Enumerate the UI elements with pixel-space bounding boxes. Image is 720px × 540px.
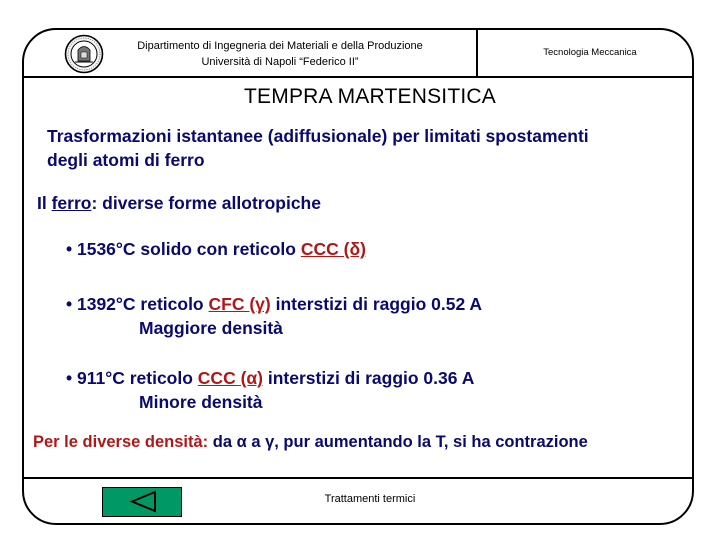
bullet-gamma-post: interstizi di raggio 0.52 A bbox=[270, 294, 483, 314]
cfc-gamma-link[interactable]: CFC (γ) bbox=[208, 294, 271, 314]
department-name: Dipartimento di Ingegneria dei Materiali e della Produzione bbox=[137, 40, 423, 52]
course-name: Tecnologia Meccanica bbox=[543, 47, 637, 58]
bullet-alpha bbox=[66, 367, 474, 389]
header-divider bbox=[24, 76, 692, 78]
conclusion-text: da α a γ, pur aumentando la T, si ha contrazione bbox=[208, 433, 588, 451]
ccc-delta-link[interactable]: CCC (δ) bbox=[300, 239, 366, 259]
ccc-alpha-link[interactable]: CCC (α) bbox=[197, 368, 263, 388]
intro-line-2: degli atomi di ferro bbox=[47, 150, 205, 170]
iron-prefix: Il bbox=[37, 193, 52, 213]
bullet-alpha-post: interstizi di raggio 0.36 A bbox=[263, 368, 475, 388]
conclusion bbox=[33, 431, 588, 453]
bullet-alpha-text: • 911°C reticolo bbox=[66, 368, 198, 388]
bullet-delta-text: • 1536°C solido con reticolo bbox=[66, 239, 301, 259]
footer-label: Trattamenti termici bbox=[324, 493, 416, 505]
footer-divider bbox=[24, 477, 692, 479]
iron-suffix: : diverse forme allotropiche bbox=[91, 193, 321, 213]
university-seal-icon bbox=[64, 34, 104, 74]
triangle-left-icon bbox=[103, 488, 180, 515]
bullet-gamma bbox=[66, 293, 482, 315]
bullet-alpha-density: Minore densità bbox=[139, 392, 263, 412]
bullet-gamma-text: • 1392°C reticolo bbox=[66, 294, 209, 314]
university-name: Università di Napoli “Federico II” bbox=[201, 56, 359, 68]
slide-title: TEMPRA MARTENSITICA bbox=[244, 85, 496, 108]
bullet-gamma-density: Maggiore densità bbox=[139, 318, 283, 338]
bullet-delta bbox=[66, 238, 366, 260]
iron-link[interactable]: ferro bbox=[51, 193, 92, 213]
header-separator bbox=[476, 30, 478, 76]
iron-heading bbox=[37, 192, 321, 214]
conclusion-label: Per le diverse densità: bbox=[33, 433, 209, 451]
department-header bbox=[112, 38, 448, 70]
back-button[interactable] bbox=[102, 487, 182, 517]
intro-line-1: Trasformazioni istantanee (adiffusionale) per limitati spostamenti bbox=[47, 126, 589, 146]
